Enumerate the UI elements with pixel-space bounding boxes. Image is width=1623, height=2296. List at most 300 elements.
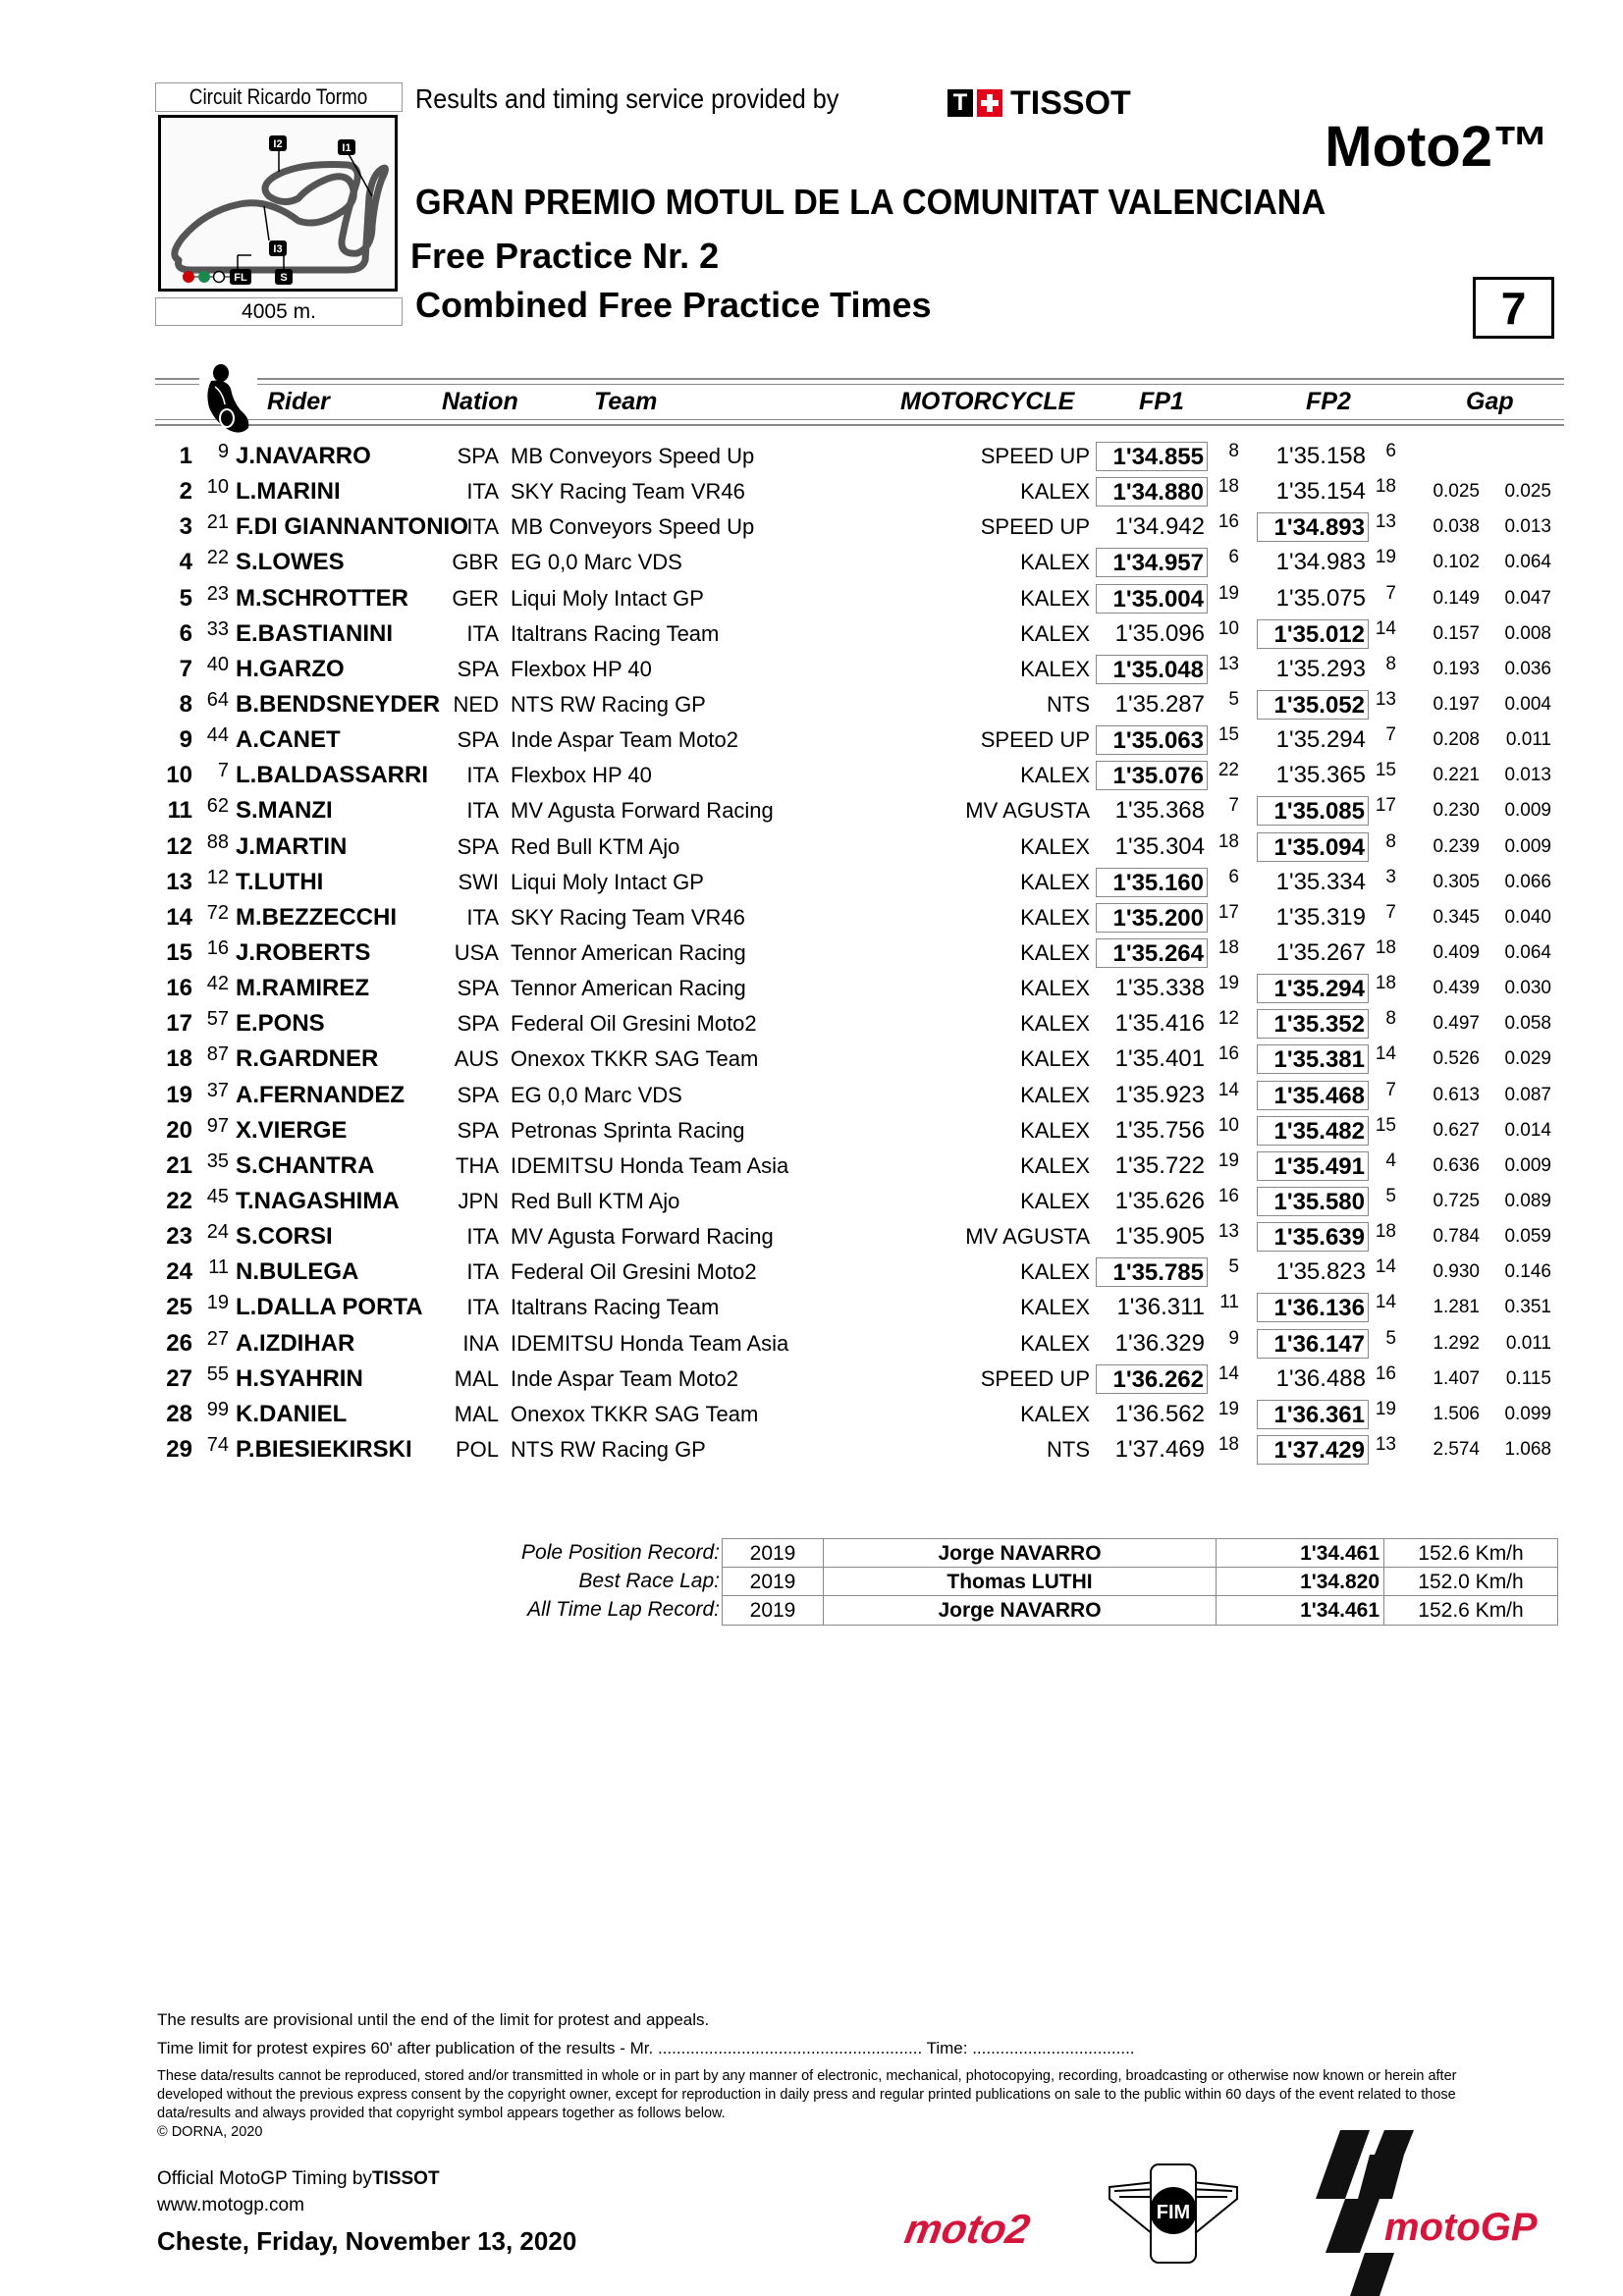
rider-number: 19	[206, 1292, 229, 1314]
circuit-name	[155, 82, 403, 112]
motorcycle: KALEX	[1020, 550, 1090, 575]
rider-number: 88	[206, 830, 229, 853]
nation: MAL	[454, 1401, 499, 1426]
fp2-lap: 7	[1385, 582, 1396, 604]
official-timing-label: Official MotoGP Timing by	[157, 2168, 372, 2189]
team-name: Federal Oil Gresini Moto2	[511, 1011, 757, 1037]
rider-name: L.DALLA PORTA	[236, 1294, 423, 1321]
gap-to-previous: 0.064	[1504, 941, 1551, 963]
svg-text:motoGP: motoGP	[1384, 2206, 1538, 2249]
motorcycle: SPEED UP	[980, 727, 1090, 753]
rider-name: M.RAMIREZ	[236, 975, 369, 1002]
fp1-lap: 13	[1217, 1221, 1239, 1243]
team-name: Liqui Moly Intact GP	[511, 869, 704, 894]
gap-to-previous: 0.040	[1504, 906, 1551, 928]
fp2-time: 1'36.361	[1257, 1400, 1369, 1429]
moto2-logo	[901, 2206, 1034, 2252]
team-name: IDEMITSU Honda Team Asia	[511, 1330, 789, 1356]
timing-provider-label: Results and timing service provided by	[415, 83, 839, 114]
gap-to-first: 0.239	[1433, 835, 1480, 857]
svg-text:I1: I1	[342, 142, 352, 154]
rider-name: L.MARINI	[236, 478, 341, 506]
motorcycle: KALEX	[1020, 1330, 1090, 1356]
fp2-time: 1'35.012	[1257, 619, 1369, 649]
motorcycle: SPEED UP	[980, 514, 1090, 540]
rider-number: 62	[206, 795, 229, 818]
fp2-lap: 18	[1375, 973, 1396, 994]
timing-provider-text	[415, 82, 886, 116]
record-row	[481, 1567, 1558, 1595]
fp1-time: 1'35.785	[1096, 1257, 1208, 1287]
fp2-time: 1'36.136	[1257, 1293, 1369, 1322]
fp1-time: 1'35.368	[1114, 797, 1205, 825]
fp2-lap: 13	[1375, 511, 1396, 533]
team-name: NTS RW Racing GP	[511, 1436, 706, 1462]
fp2-time: 1'35.158	[1275, 443, 1366, 469]
fp2-time: 1'35.294	[1257, 974, 1369, 1003]
position: 1	[179, 443, 192, 469]
nation: ITA	[466, 620, 499, 646]
svg-text:I3: I3	[273, 243, 283, 255]
gap-to-previous: 0.009	[1504, 835, 1551, 857]
fp1-time: 1'35.756	[1114, 1116, 1205, 1144]
rider-number: 9	[217, 441, 229, 462]
team-name: Tennor American Racing	[511, 939, 746, 965]
position: 4	[179, 549, 192, 576]
fp2-lap: 4	[1385, 1149, 1396, 1171]
gap-to-first: 0.497	[1433, 1013, 1480, 1035]
gap-to-first: 0.221	[1433, 765, 1480, 786]
fim-logo	[1109, 2164, 1237, 2263]
fp2-lap: 15	[1375, 1114, 1396, 1136]
fp2-lap: 3	[1385, 866, 1396, 887]
rider-number: 35	[206, 1149, 229, 1172]
record-label: Best Race Lap:	[578, 1570, 720, 1592]
fp1-time: 1'36.311	[1116, 1294, 1205, 1321]
svg-text:FIM: FIM	[1156, 2202, 1191, 2223]
rider-name: J.ROBERTS	[236, 938, 371, 966]
fp2-time: 1'36.147	[1257, 1329, 1369, 1359]
rider-number: 87	[206, 1043, 229, 1066]
fp2-time: 1'35.352	[1257, 1009, 1369, 1039]
fp1-time: 1'34.942	[1114, 513, 1205, 541]
gap-to-previous: 0.008	[1504, 622, 1551, 644]
fp2-lap: 5	[1385, 1327, 1396, 1349]
gap-to-previous: 0.146	[1504, 1261, 1551, 1283]
nation: GER	[452, 585, 499, 611]
team-name: Federal Oil Gresini Moto2	[511, 1259, 757, 1285]
gap-to-first: 0.208	[1433, 729, 1480, 751]
motorcycle: KALEX	[1020, 656, 1090, 681]
column-header-gap: Gap	[1466, 388, 1514, 415]
nation: SPA	[457, 1011, 499, 1037]
rider-number: 22	[206, 547, 229, 569]
nation: ITA	[466, 904, 499, 930]
fp2-time: 1'35.639	[1257, 1222, 1369, 1252]
rider-number: 55	[206, 1362, 229, 1385]
nation: ITA	[466, 1295, 499, 1320]
checkered-flag-icon	[214, 272, 225, 283]
record-label: Pole Position Record:	[521, 1541, 720, 1564]
gap-to-first: 0.197	[1433, 693, 1480, 715]
fp2-time: 1'35.085	[1257, 796, 1369, 826]
rider-name: S.CORSI	[236, 1223, 333, 1251]
fp1-time: 1'35.200	[1096, 903, 1208, 933]
protest-note: Time limit for protest expires 60' after publication of the results - Mr. ......................................................... Time: ...................................	[157, 2039, 1135, 2057]
gap-to-previous: 0.036	[1504, 658, 1551, 679]
event-title-text: GRAN PREMIO MOTUL DE LA COMUNITAT VALENCIANA	[415, 182, 1326, 222]
rider-number: 33	[206, 617, 229, 640]
fp2-time: 1'35.365	[1275, 762, 1366, 789]
motorcycle: MV AGUSTA	[965, 798, 1090, 824]
fp1-lap: 19	[1217, 1398, 1239, 1419]
finish-line-label	[230, 269, 251, 285]
rider-number: 10	[206, 476, 229, 499]
gap-to-previous: 0.030	[1504, 978, 1551, 999]
fp2-time: 1'35.267	[1275, 938, 1366, 966]
rider-name: X.VIERGE	[236, 1116, 348, 1144]
tissot-logo	[947, 86, 1131, 120]
position: 12	[166, 832, 192, 860]
rider-number: 42	[206, 973, 229, 995]
fp1-time: 1'34.880	[1096, 477, 1208, 507]
fp1-lap: 6	[1228, 547, 1239, 568]
fp2-time: 1'35.293	[1275, 655, 1366, 682]
rider-name: T.LUTHI	[236, 868, 324, 895]
rider-number: 72	[206, 901, 229, 924]
gap-to-previous: 0.025	[1504, 481, 1551, 503]
position: 7	[179, 655, 192, 682]
team-name: MV Agusta Forward Racing	[511, 1224, 774, 1250]
record-row	[481, 1538, 1558, 1567]
gap-to-previous: 0.047	[1504, 587, 1551, 609]
website-link[interactable]: www.motogp.com	[157, 2195, 304, 2216]
position: 5	[179, 584, 192, 612]
rider-number: 27	[206, 1327, 229, 1350]
column-header-nation: Nation	[442, 388, 518, 415]
fp1-lap: 19	[1217, 973, 1239, 994]
fp2-lap: 19	[1375, 547, 1396, 568]
fp2-time: 1'35.319	[1275, 903, 1366, 931]
sector-label-i2	[269, 135, 287, 151]
position: 2	[179, 478, 192, 506]
team-name: Italtrans Racing Team	[511, 620, 720, 646]
header-rule	[257, 378, 1564, 380]
motorcycle: KALEX	[1020, 479, 1090, 505]
gap-to-previous: 0.011	[1505, 729, 1551, 751]
circuit-length: 4005 m.	[155, 297, 403, 326]
fp1-time: 1'35.626	[1114, 1187, 1205, 1214]
gap-to-previous: 0.029	[1504, 1048, 1551, 1070]
motorcycle: KALEX	[1020, 1295, 1090, 1320]
gap-to-previous: 0.013	[1504, 765, 1551, 786]
fp1-lap: 18	[1217, 476, 1239, 498]
rider-name: H.SYAHRIN	[236, 1364, 363, 1392]
motorcycle: MV AGUSTA	[965, 1224, 1090, 1250]
table-row	[0, 1113, 1623, 1148]
copyright-text: These data/results cannot be reproduced, stored and/or transmitted in whole or in part by any manner of electronic, mechanical, photocopying, recording, broadcasting or otherwise now known or herein after developed without the previous express consent by the copyright owner, except for reproduction in daily press and regular printed publications on sale to the public within 60 days of the event related to those data/results and always provided that copyright symbol appears together as follows below.	[157, 2068, 1457, 2121]
rider-name: H.GARZO	[236, 655, 345, 682]
nation: SWI	[458, 869, 499, 894]
team-name: Onexox TKKR SAG Team	[511, 1046, 759, 1072]
motorcycle: NTS	[1047, 1436, 1090, 1462]
gap-to-previous: 0.009	[1504, 1154, 1551, 1176]
rider-name: T.NAGASHIMA	[236, 1187, 400, 1214]
fp2-lap: 7	[1385, 901, 1396, 923]
rider-number: 74	[206, 1433, 229, 1456]
motorcycle: SPEED UP	[980, 1365, 1090, 1391]
nation: THA	[456, 1152, 499, 1178]
record-row	[481, 1595, 1558, 1624]
nation: GBR	[452, 550, 499, 575]
rider-name: N.BULEGA	[236, 1258, 359, 1286]
rider-icon	[201, 363, 252, 437]
rider-number: 40	[206, 653, 229, 675]
team-name: Liqui Moly Intact GP	[511, 585, 704, 611]
header-rule	[155, 424, 1564, 426]
motorcycle: KALEX	[1020, 976, 1090, 1001]
header-rule	[155, 378, 199, 380]
fp1-time: 1'35.048	[1096, 655, 1208, 684]
swiss-cross-icon	[977, 89, 1002, 117]
red-light-icon	[183, 271, 194, 283]
svg-text:moto2: moto2	[901, 2206, 1034, 2252]
fp1-time: 1'36.329	[1114, 1329, 1205, 1357]
fp1-lap: 17	[1217, 901, 1239, 923]
nation: SPA	[457, 444, 499, 468]
gap-to-first: 0.102	[1433, 552, 1480, 573]
fp1-lap: 18	[1217, 936, 1239, 958]
record-speed: 152.0 Km/h	[1383, 1568, 1558, 1596]
table-row	[0, 616, 1623, 652]
footer-logos	[901, 2130, 1538, 2296]
table-row	[0, 1432, 1623, 1468]
gap-to-previous: 0.013	[1504, 516, 1551, 538]
fp2-time: 1'35.052	[1257, 690, 1369, 720]
fp1-time: 1'34.957	[1096, 548, 1208, 577]
table-row	[0, 545, 1623, 580]
gap-to-first: 0.725	[1433, 1190, 1480, 1211]
rider-name: S.CHANTRA	[236, 1151, 375, 1179]
team-name: EG 0,0 Marc VDS	[511, 1082, 682, 1107]
team-name: Flexbox HP 40	[511, 763, 652, 788]
nation: AUS	[454, 1046, 499, 1072]
gap-to-first: 2.574	[1433, 1438, 1480, 1460]
fp2-lap: 15	[1375, 760, 1396, 781]
team-name: MB Conveyors Speed Up	[511, 514, 755, 540]
rider-name: P.BIESIEKIRSKI	[236, 1435, 412, 1463]
fp1-lap: 19	[1217, 1149, 1239, 1171]
rider-number: 7	[217, 760, 229, 782]
record-time: 1'34.461	[1216, 1596, 1383, 1625]
circuit-name-text: Circuit Ricardo Tormo	[189, 84, 368, 109]
column-header-team: Team	[594, 388, 658, 415]
motorcycle: KALEX	[1020, 904, 1090, 930]
team-name: Red Bull KTM Ajo	[511, 1188, 680, 1213]
copyright-owner: © DORNA, 2020	[157, 2124, 263, 2140]
gap-to-first: 0.025	[1433, 481, 1480, 503]
rider-name: M.BEZZECCHI	[236, 903, 397, 931]
fp1-lap: 16	[1217, 1043, 1239, 1065]
record-speed: 152.6 Km/h	[1383, 1596, 1558, 1625]
motorcycle: KALEX	[1020, 1117, 1090, 1143]
motorcycle: KALEX	[1020, 620, 1090, 646]
page-number: 7	[1473, 277, 1554, 339]
gap-to-first: 0.149	[1433, 587, 1480, 609]
fp2-time: 1'34.893	[1257, 512, 1369, 542]
nation: ITA	[466, 479, 499, 505]
gap-to-first: 0.157	[1433, 622, 1480, 644]
team-name: Inde Aspar Team Moto2	[511, 1365, 738, 1391]
gap-to-first: 1.292	[1433, 1332, 1480, 1354]
fp2-time: 1'35.094	[1257, 832, 1369, 862]
fp1-lap: 13	[1217, 653, 1239, 674]
record-cells	[722, 1538, 1558, 1568]
rider-name: A.FERNANDEZ	[236, 1081, 405, 1108]
gap-to-previous: 1.068	[1504, 1438, 1551, 1460]
table-row	[0, 971, 1623, 1006]
fp2-time: 1'35.075	[1275, 584, 1366, 612]
rider-number: 99	[206, 1398, 229, 1420]
fp2-time: 1'35.294	[1275, 726, 1366, 754]
fp2-lap: 14	[1375, 1256, 1396, 1278]
fp2-time: 1'35.334	[1275, 868, 1366, 895]
table-row	[0, 1041, 1623, 1077]
sector-label-i1	[338, 139, 355, 155]
nation: ITA	[466, 798, 499, 824]
position: 15	[166, 938, 192, 966]
motorcycle: NTS	[1047, 691, 1090, 717]
position: 21	[166, 1151, 192, 1179]
nation: POL	[455, 1436, 499, 1462]
tissot-wordmark: TISSOT	[1010, 84, 1131, 122]
position: 22	[166, 1187, 192, 1214]
fp2-lap: 14	[1375, 1043, 1396, 1065]
location-date: Cheste, Friday, November 13, 2020	[157, 2226, 577, 2256]
fp2-lap: 18	[1375, 936, 1396, 958]
motorcycle: KALEX	[1020, 763, 1090, 788]
position: 24	[166, 1258, 192, 1286]
motorcycle: KALEX	[1020, 939, 1090, 965]
gap-to-previous: 0.099	[1504, 1403, 1551, 1424]
gap-to-first: 1.407	[1433, 1367, 1480, 1389]
fp1-time: 1'35.160	[1096, 868, 1208, 897]
rider-number: 57	[206, 1008, 229, 1031]
rider-name: J.NAVARRO	[236, 443, 371, 469]
report-title: Combined Free Practice Times	[415, 285, 932, 325]
nation: SPA	[457, 833, 499, 859]
tissot-t-icon: T	[947, 89, 973, 117]
start-label	[275, 269, 293, 285]
fp1-lap: 14	[1217, 1362, 1239, 1384]
rider-name: L.BALDASSARRI	[236, 762, 428, 789]
fp2-lap: 5	[1385, 1185, 1396, 1206]
fp2-lap: 13	[1375, 1433, 1396, 1455]
header-rule	[155, 384, 199, 385]
nation: SPA	[457, 656, 499, 681]
gap-to-first: 0.305	[1433, 871, 1480, 892]
nation: SPA	[457, 1082, 499, 1107]
gap-to-previous: 0.064	[1504, 552, 1551, 573]
gap-to-first: 0.409	[1433, 941, 1480, 963]
position: 13	[166, 868, 192, 895]
motorcycle: KALEX	[1020, 1011, 1090, 1037]
rider-name: F.DI GIANNANTONIO	[236, 513, 468, 541]
rider-name: S.LOWES	[236, 549, 345, 576]
gap-to-previous: 0.066	[1504, 871, 1551, 892]
column-header-fp2: FP2	[1306, 388, 1351, 415]
fp1-lap: 22	[1217, 760, 1239, 781]
fp1-lap: 6	[1228, 866, 1239, 887]
position: 6	[179, 619, 192, 647]
team-name: Petronas Sprinta Racing	[511, 1117, 745, 1143]
fp1-time: 1'34.855	[1096, 442, 1208, 471]
fp1-lap: 15	[1217, 724, 1239, 746]
motorcycle: KALEX	[1020, 1259, 1090, 1285]
svg-text:I2: I2	[273, 138, 283, 150]
team-name: Inde Aspar Team Moto2	[511, 727, 738, 753]
gap-to-first: 0.784	[1433, 1226, 1480, 1248]
position: 11	[167, 797, 192, 825]
fp2-time: 1'35.381	[1257, 1044, 1369, 1074]
fp2-time: 1'36.488	[1275, 1364, 1366, 1392]
svg-text:S: S	[280, 272, 288, 284]
record-year: 2019	[722, 1539, 823, 1568]
nation: NED	[453, 691, 499, 717]
rider-number: 24	[206, 1221, 229, 1244]
position: 23	[166, 1223, 192, 1251]
fp2-time: 1'35.482	[1257, 1116, 1369, 1146]
position: 29	[166, 1435, 192, 1463]
nation: SPA	[457, 727, 499, 753]
rider-name: J.MARTIN	[236, 832, 348, 860]
record-holder: Thomas LUTHI	[823, 1568, 1216, 1596]
rider-number: 23	[206, 582, 229, 605]
rider-name: R.GARDNER	[236, 1045, 379, 1073]
column-header-fp1: FP1	[1139, 388, 1184, 415]
fp1-time: 1'37.469	[1114, 1435, 1205, 1463]
motorcycle: SPEED UP	[980, 444, 1090, 468]
fp1-lap: 9	[1228, 1327, 1239, 1349]
fp1-time: 1'35.004	[1096, 584, 1208, 614]
position: 25	[166, 1294, 192, 1321]
fp1-lap: 16	[1217, 511, 1239, 533]
rider-number: 97	[206, 1114, 229, 1137]
rider-number: 16	[206, 936, 229, 959]
record-cells	[722, 1595, 1558, 1626]
fp2-time: 1'35.154	[1275, 478, 1366, 506]
position: 18	[166, 1045, 192, 1073]
fp1-lap: 7	[1228, 795, 1239, 817]
rider-number: 44	[206, 724, 229, 747]
rider-name: E.BASTIANINI	[236, 619, 394, 647]
rider-number: 11	[208, 1256, 229, 1279]
nation: INA	[462, 1330, 499, 1356]
gap-to-previous: 0.351	[1504, 1297, 1551, 1318]
team-name: IDEMITSU Honda Team Asia	[511, 1152, 789, 1178]
fp1-lap: 10	[1217, 1114, 1239, 1136]
gap-to-first: 1.281	[1433, 1297, 1480, 1318]
fp2-lap: 13	[1375, 688, 1396, 710]
rider-number: 21	[206, 511, 229, 534]
motorcycle: KALEX	[1020, 833, 1090, 859]
gap-to-first: 0.193	[1433, 658, 1480, 679]
record-time: 1'34.461	[1216, 1539, 1383, 1568]
record-speed: 152.6 Km/h	[1383, 1539, 1558, 1568]
nation: ITA	[466, 1259, 499, 1285]
gap-to-previous: 0.011	[1505, 1332, 1551, 1354]
fp1-time: 1'35.905	[1114, 1223, 1205, 1251]
